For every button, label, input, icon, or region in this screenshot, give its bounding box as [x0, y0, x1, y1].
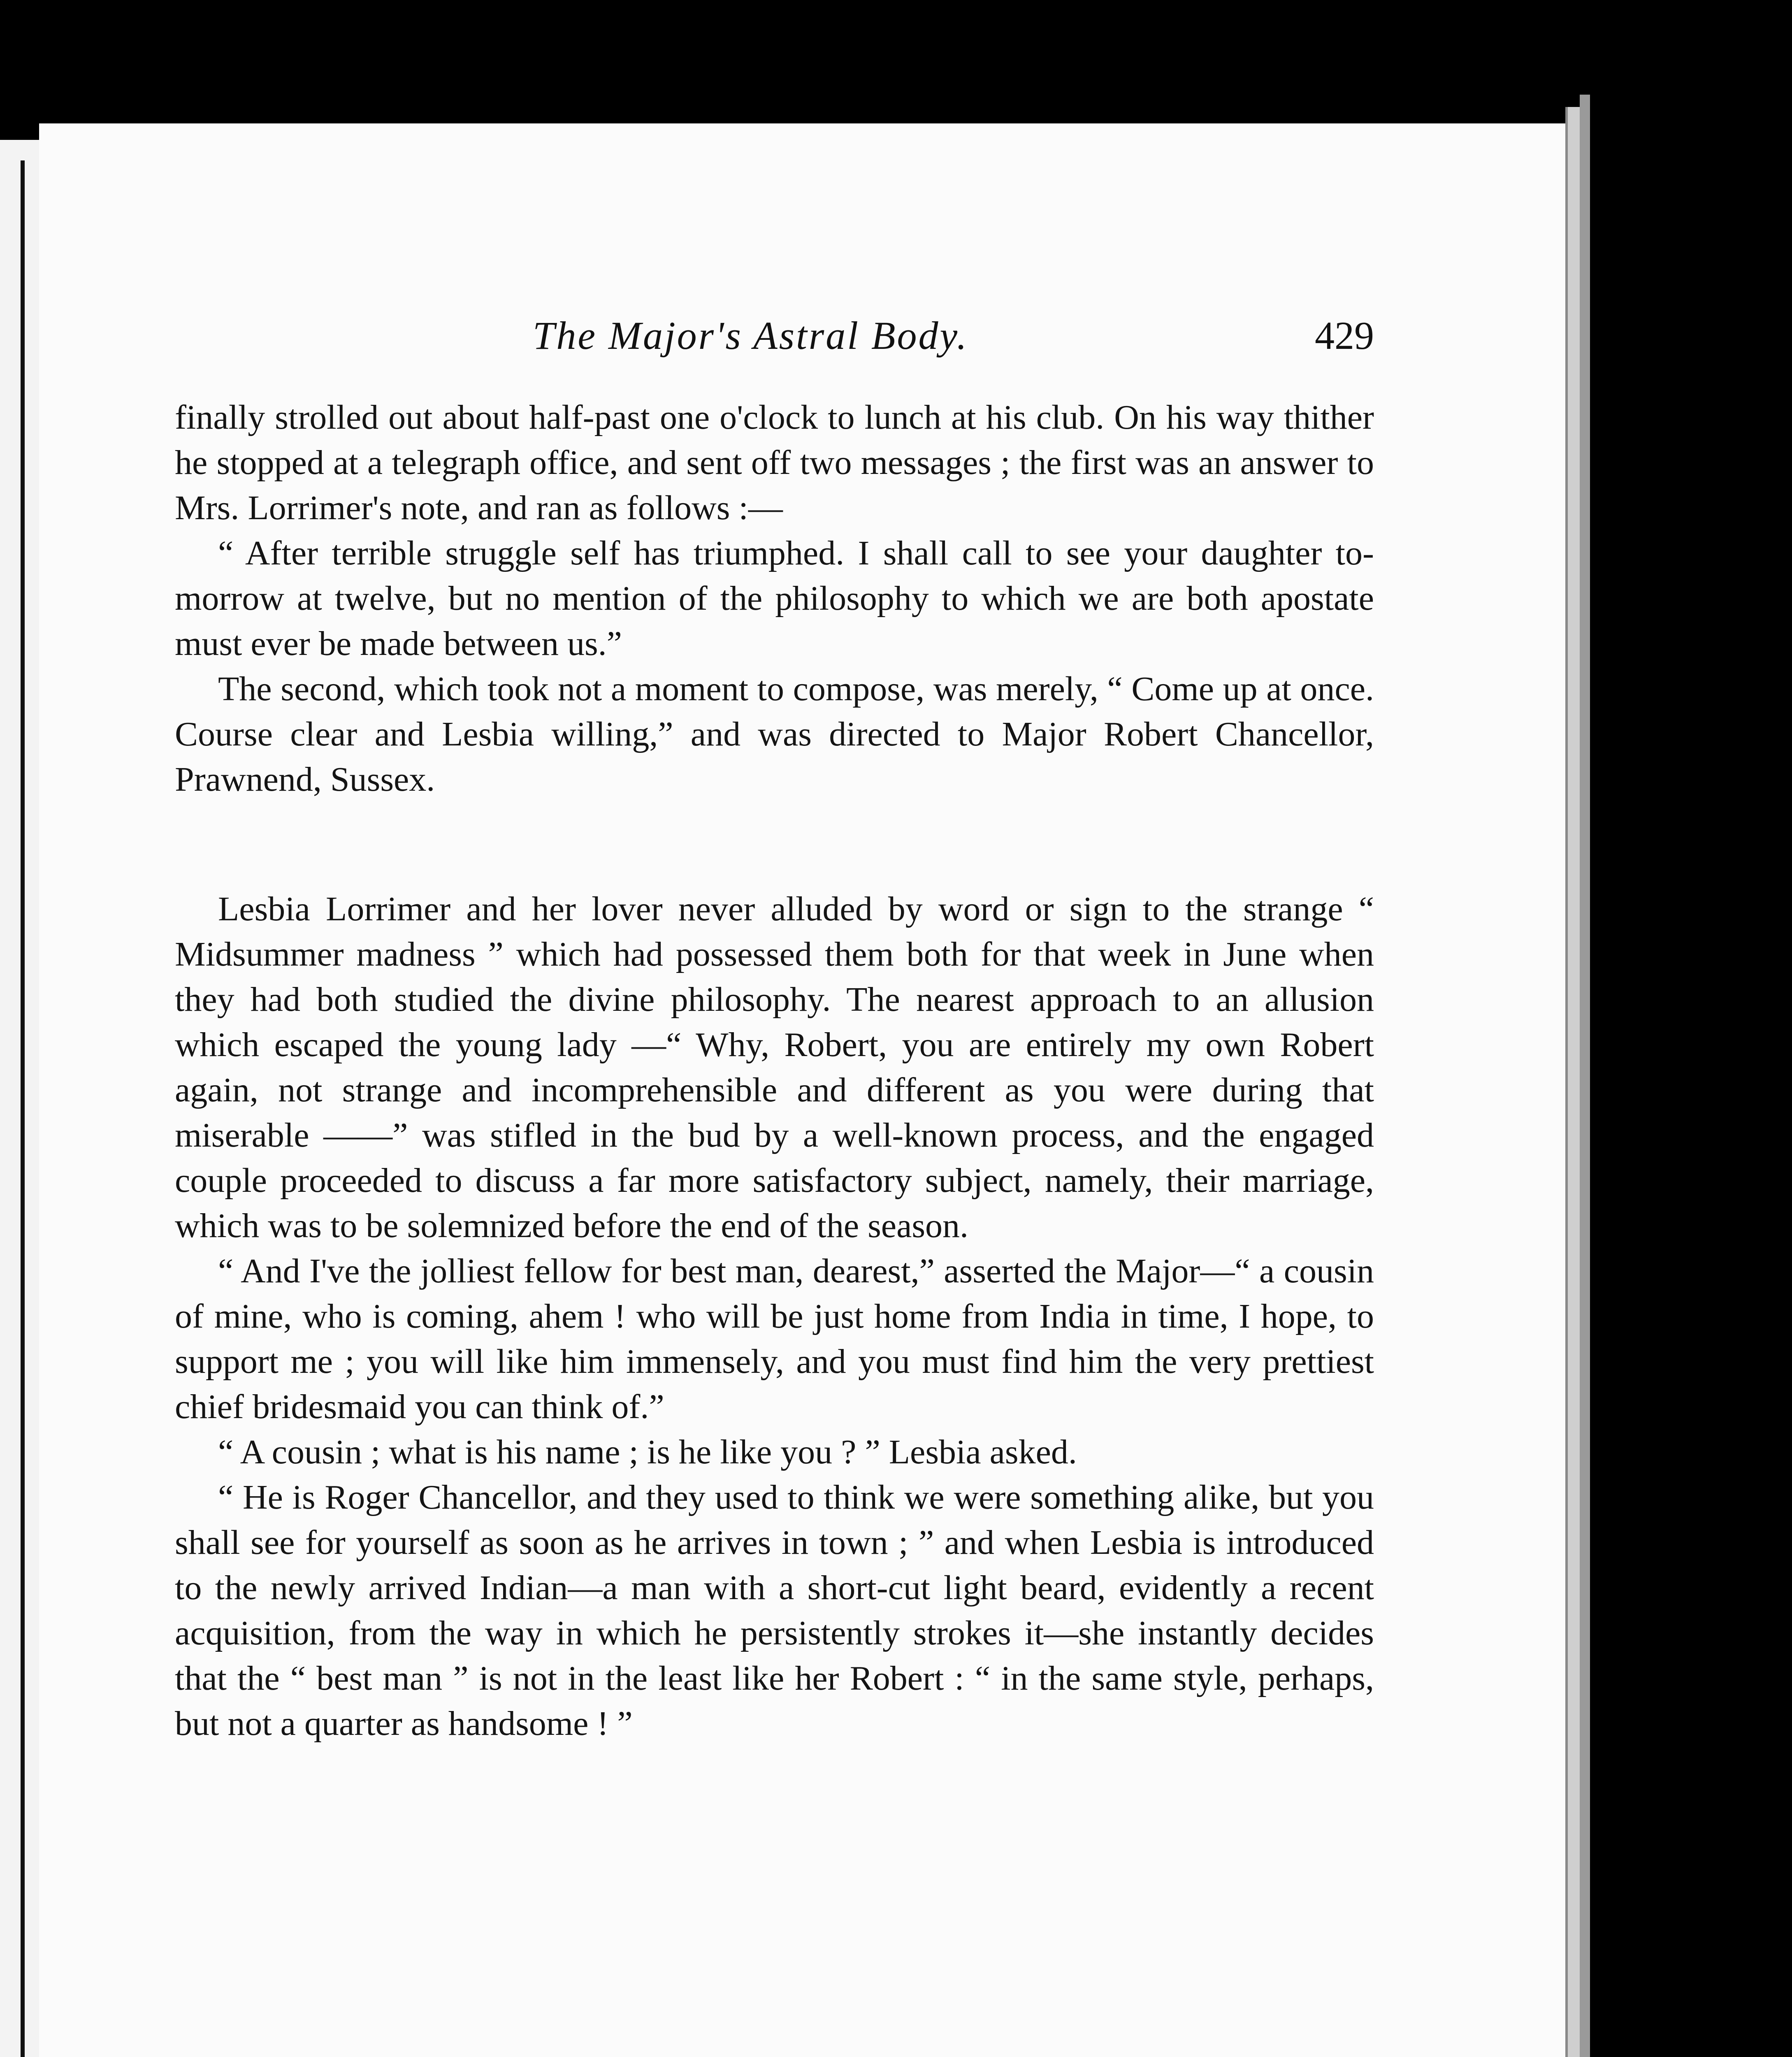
paragraph: Lesbia Lorrimer and her lover never alluded by word or sign to the strange “ Midsummer madness ” which had possessed them both for that week in June when they had both studied the divine philosophy. The nearest approach to an allusion which escaped the young lady —“ Why, Robert, you are entirely my own Robert again, not strange and incomprehensible and different as you were during that miserable ——” was stifled in the bud by a well-known process, and the engaged couple proceeded to discuss a far more satisfactory subject, namely, their marriage, which was to be solemnized before the end of the season. — [175, 890, 1374, 1245]
paragraph: “ After terrible struggle self has triumphed. I shall call to see your daughter to-morrow at twelve, but no mention of the philosophy to which we are both apostate must ever be made between us.” — [175, 534, 1374, 663]
paragraph: “ He is Roger Chancellor, and they used to think we were something alike, but you shall see for yourself as soon as he arrives in town ; ” and when Lesbia is introduced to the newly arrived Indian—a man with a short-cut light beard, evidently a recent acquisition, from the way in which he persistently strokes it—she instantly decides that the “ best man ” is not in the least like her Robert : “ in the same style, perhaps, but not a quarter as handsome ! ” — [175, 1478, 1374, 1743]
section-break — [175, 802, 1374, 887]
paragraph: finally strolled out about half-past one o'clock to lunch at his club. On his way thither he stopped at a telegraph office, and sent off two messages ; the first was an answer to Mrs. Lorrimer's note, and ran as follows :— — [175, 398, 1374, 527]
running-title: The Major's Astral Body. — [533, 313, 968, 358]
left-page-margin — [0, 140, 39, 2057]
paragraph: “ And I've the jolliest fellow for best man, dearest,” asserted the Major—“ a cousin of mine, who is coming, ahem ! who will be just home from India in time, I hope, to support me ; you will like him immensely, and you must find him the very prettiest chief bridesmaid you can think of.” — [175, 1252, 1374, 1426]
paragraph: “ A cousin ; what is his name ; is he like you ? ” Lesbia asked. — [218, 1433, 1077, 1471]
left-page-gutter — [21, 160, 25, 2057]
paragraph: The second, which took not a moment to compose, was merely, “ Come up at once. Course clear and Lesbia willing,” and was directed to Major Robert Chancellor, Prawnend, Sussex. — [175, 670, 1374, 799]
running-header — [175, 313, 1374, 362]
page-stack-edge — [1580, 95, 1590, 2057]
page-fore-edge — [1565, 107, 1580, 2057]
page-number: 429 — [1315, 313, 1374, 358]
body-text — [175, 395, 1374, 1746]
